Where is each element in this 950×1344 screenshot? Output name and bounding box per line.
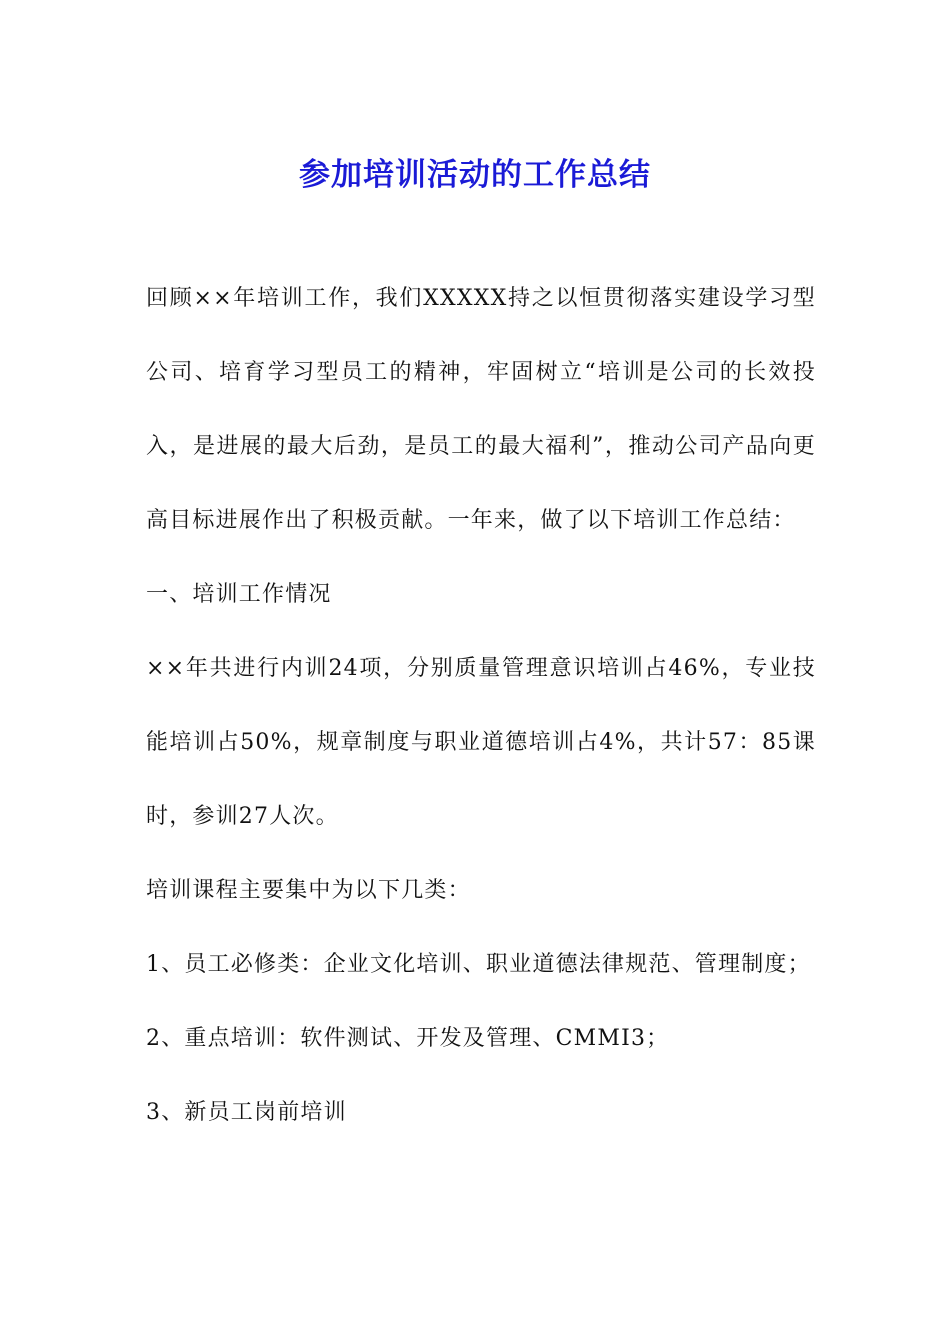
course-item-3: 3、新员工岗前培训 <box>146 1100 347 1125</box>
section-heading: 一、培训工作情况 <box>146 582 332 607</box>
document-body <box>146 262 816 1150</box>
course-item-2: 2、重点培训：软件测试、开发及管理、CMMI3； <box>146 1026 670 1051</box>
document-title: 参加培训活动的工作总结 <box>299 156 651 193</box>
stats-paragraph: ××年共进行内训24项，分别质量管理意识培训占46%，专业技能培训占50%，规章制度与职业道德培训占4%，共计57：85课时，参训27人次。 <box>146 656 816 829</box>
courses-intro: 培训课程主要集中为以下几类： <box>146 878 471 903</box>
intro-paragraph: 回顾××年培训工作，我们XXXXX持之以恒贯彻落实建设学习型公司、培育学习型员工的精神，牢固树立“培训是公司的长效投入，是进展的最大后劲，是员工的最大福利”，推动公司产品向更高目标进展作出了积极贡献。一年来，做了以下培训工作总结： <box>146 286 816 533</box>
course-item-1: 1、员工必修类：企业文化培训、职业道德法律规范、管理制度； <box>146 952 811 977</box>
